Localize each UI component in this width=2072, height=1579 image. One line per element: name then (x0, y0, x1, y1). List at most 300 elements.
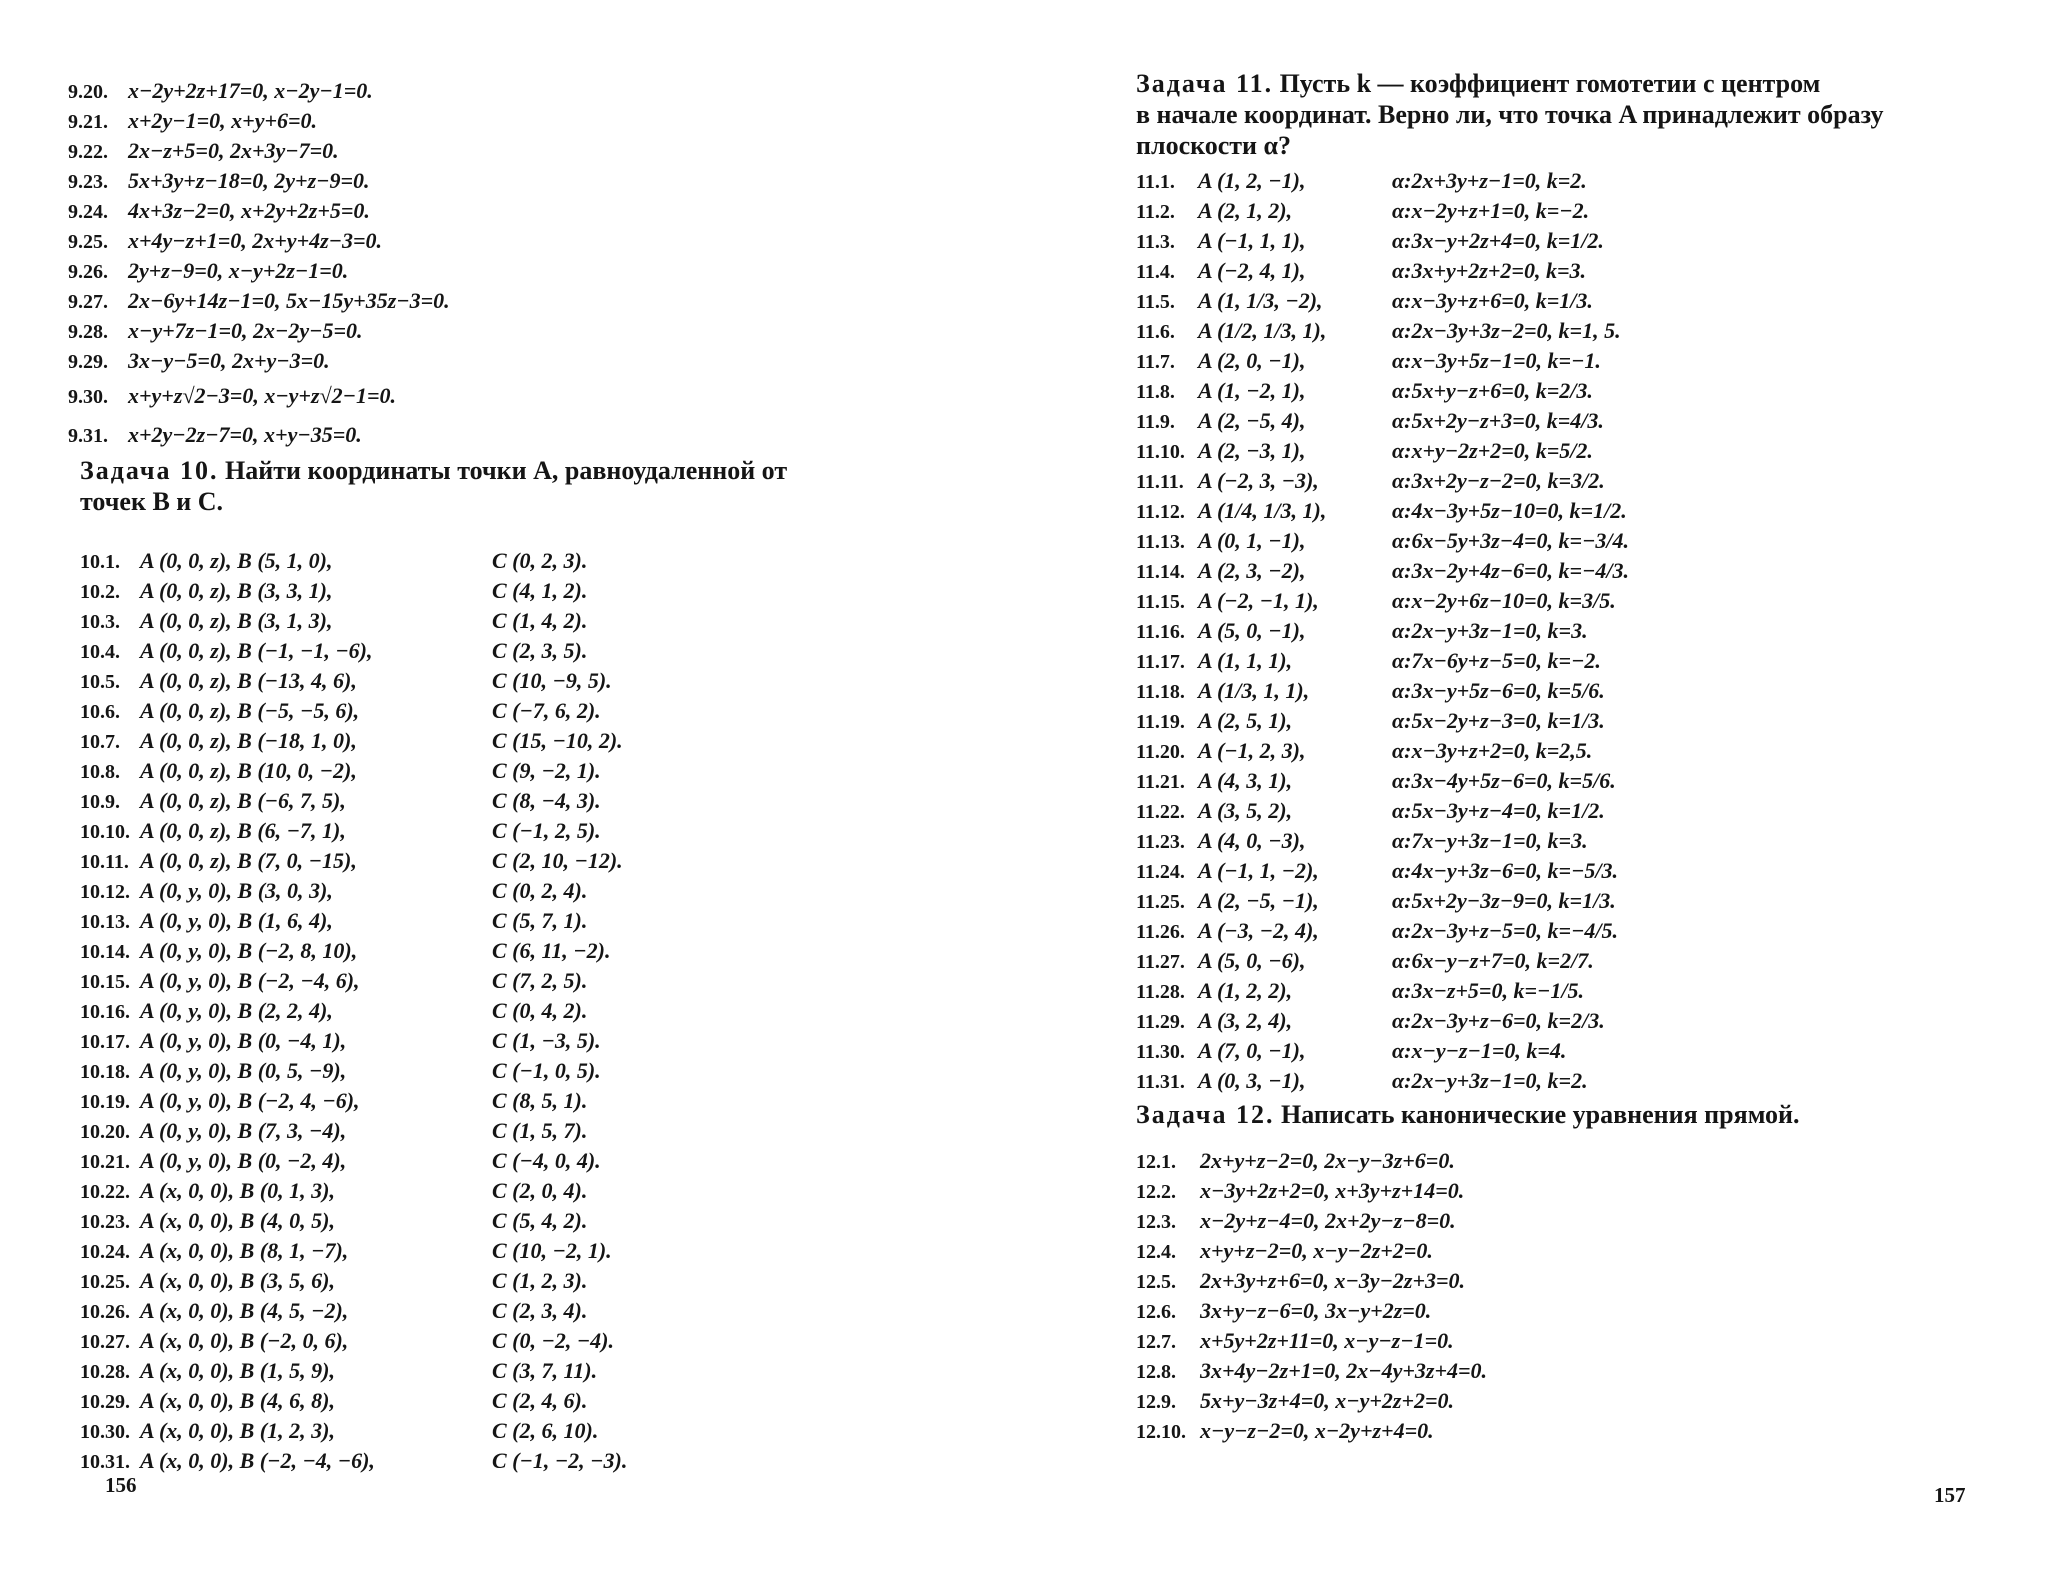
problem-item (80, 696, 601, 726)
problem-item (68, 256, 450, 286)
problem-number: 9.21. (68, 111, 108, 133)
problem-list-12 (1136, 1146, 1487, 1446)
point-c: C (−1, −2, −3). (492, 1448, 628, 1473)
point-c: C (−7, 6, 2). (492, 698, 601, 723)
problem-item (1136, 556, 1630, 586)
point-c: C (1, −3, 5). (492, 1028, 601, 1053)
problem-item (68, 376, 450, 415)
plane-and-coefficient: α:3x+y+2z+2=0, k=3. (1392, 258, 1587, 283)
problem-item (80, 846, 623, 876)
equation: 4x+3z−2=0, x+2y+2z+5=0. (128, 198, 370, 223)
problem-number: 10.11. (80, 851, 129, 873)
point-c: C (9, −2, 1). (492, 758, 601, 783)
problem-item (1136, 946, 1594, 976)
equation: x+2y−2z−7=0, x+y−35=0. (128, 422, 362, 447)
problem-number: 11.19. (1136, 711, 1185, 733)
point-a: A (3, 2, 4), (1198, 1008, 1293, 1033)
problem-number: 10.19. (80, 1091, 130, 1113)
problem-number: 11.5. (1136, 291, 1175, 313)
equation: x+y+z−2=0, x−y−2z+2=0. (1200, 1238, 1433, 1263)
points-a-b: A (x, 0, 0), B (−2, 0, 6), (140, 1328, 349, 1353)
problem-number: 11.6. (1136, 321, 1175, 343)
problem-number: 10.15. (80, 971, 130, 993)
problem-item (1136, 226, 1604, 256)
plane-and-coefficient: α:7x−6y+z−5=0, k=−2. (1392, 648, 1601, 673)
problem-number: 11.30. (1136, 1041, 1185, 1063)
problem-number: 10.12. (80, 881, 130, 903)
plane-and-coefficient: α:4x−3y+5z−10=0, k=1/2. (1392, 498, 1627, 523)
problem-item (68, 196, 450, 226)
problem-number: 10.29. (80, 1391, 130, 1413)
problem-number: 10.20. (80, 1121, 130, 1143)
problem-item (80, 816, 601, 846)
problem-number: 9.27. (68, 291, 108, 313)
problem-number: 10.7. (80, 731, 120, 753)
problem-item (80, 936, 611, 966)
problem-number: 10.30. (80, 1421, 130, 1443)
problem-item (68, 106, 450, 136)
problem-item (1136, 376, 1593, 406)
equation: x−2y+2z+17=0, x−2y−1=0. (128, 78, 373, 103)
problem-item (80, 546, 588, 576)
point-a: A (2, −5, 4), (1198, 408, 1306, 433)
problem-number: 9.20. (68, 81, 108, 103)
problem-number: 10.28. (80, 1361, 130, 1383)
point-c: C (15, −10, 2). (492, 728, 623, 753)
problem-item (1136, 286, 1593, 316)
problem-item (1136, 856, 1619, 886)
point-c: C (2, 3, 4). (492, 1298, 588, 1323)
point-c: C (0, 4, 2). (492, 998, 588, 1023)
plane-and-coefficient: α:x−2y+6z−10=0, k=3/5. (1392, 588, 1616, 613)
problem-item (80, 906, 588, 936)
plane-and-coefficient: α:3x+2y−z−2=0, k=3/2. (1392, 468, 1605, 493)
point-a: A (0, 1, −1), (1198, 528, 1306, 553)
point-c: C (0, 2, 3). (492, 548, 588, 573)
plane-and-coefficient: α:3x−z+5=0, k=−1/5. (1392, 978, 1584, 1003)
equation: 2x+3y+z+6=0, x−3y−2z+3=0. (1200, 1268, 1466, 1293)
plane-and-coefficient: α:x−y−z−1=0, k=4. (1392, 1038, 1567, 1063)
problem-number: 10.14. (80, 941, 130, 963)
plane-and-coefficient: α:5x+y−z+6=0, k=2/3. (1392, 378, 1593, 403)
point-a: A (−1, 2, 3), (1198, 738, 1306, 763)
points-a-b: A (x, 0, 0), B (3, 5, 6), (140, 1268, 335, 1293)
equation: 3x+y−z−6=0, 3x−y+2z=0. (1200, 1298, 1432, 1323)
equation: x−3y+2z+2=0, x+3y+z+14=0. (1200, 1178, 1465, 1203)
problem-item (80, 1446, 628, 1476)
point-c: C (5, 4, 2). (492, 1208, 588, 1233)
points-a-b: A (x, 0, 0), B (8, 1, −7), (140, 1238, 349, 1263)
points-a-b: A (0, y, 0), B (1, 6, 4), (140, 908, 333, 933)
problem-number: 9.23. (68, 171, 108, 193)
problem-item (80, 1146, 601, 1176)
task-12-heading (1136, 1099, 2036, 1130)
point-c: C (6, 11, −2). (492, 938, 611, 963)
problem-number: 10.27. (80, 1331, 130, 1353)
problem-item (1136, 1356, 1487, 1386)
problem-item (80, 1236, 612, 1266)
equation: 2x−6y+14z−1=0, 5x−15y+35z−3=0. (128, 288, 450, 313)
equation: x−2y+z−4=0, 2x+2y−z−8=0. (1200, 1208, 1456, 1233)
problem-item (68, 166, 450, 196)
problem-number: 11.15. (1136, 591, 1185, 613)
points-a-b: A (0, y, 0), B (3, 0, 3), (140, 878, 333, 903)
problem-item (1136, 676, 1605, 706)
problem-item (80, 1056, 601, 1086)
plane-and-coefficient: α:5x+2y−z+3=0, k=4/3. (1392, 408, 1604, 433)
point-a: A (1/2, 1/3, 1), (1198, 318, 1327, 343)
problem-number: 10.6. (80, 701, 120, 723)
problem-number: 9.29. (68, 351, 108, 373)
problem-number: 9.22. (68, 141, 108, 163)
points-a-b: A (x, 0, 0), B (1, 2, 3), (140, 1418, 335, 1443)
problem-item (1136, 1006, 1605, 1036)
point-a: A (−1, 1, 1), (1198, 228, 1306, 253)
point-c: C (4, 1, 2). (492, 578, 588, 603)
problem-item (68, 76, 450, 106)
points-a-b: A (0, y, 0), B (−2, 8, 10), (140, 938, 358, 963)
points-a-b: A (x, 0, 0), B (−2, −4, −6), (140, 1448, 375, 1473)
point-a: A (1, 1/3, −2), (1198, 288, 1323, 313)
point-c: C (−1, 2, 5). (492, 818, 601, 843)
problem-item (68, 415, 450, 454)
problem-number: 10.13. (80, 911, 130, 933)
point-a: A (−1, 1, −2), (1198, 858, 1319, 883)
point-a: A (1/3, 1, 1), (1198, 678, 1310, 703)
problem-item (80, 1356, 598, 1386)
problem-item (1136, 586, 1616, 616)
point-c: C (1, 5, 7). (492, 1118, 588, 1143)
problem-number: 11.20. (1136, 741, 1185, 763)
point-a: A (4, 3, 1), (1198, 768, 1293, 793)
problem-item (1136, 316, 1621, 346)
point-c: C (0, −2, −4). (492, 1328, 614, 1353)
plane-and-coefficient: α:7x−y+3z−1=0, k=3. (1392, 828, 1588, 853)
point-a: A (−3, −2, 4), (1198, 918, 1319, 943)
problem-number: 10.3. (80, 611, 120, 633)
plane-and-coefficient: α:2x−3y+z−5=0, k=−4/5. (1392, 918, 1619, 943)
task-text: Написать канонические уравнения прямой. (1281, 1100, 1800, 1129)
problem-number: 9.30. (68, 386, 108, 408)
equation: 2y+z−9=0, x−y+2z−1=0. (128, 258, 349, 283)
problem-item (1136, 706, 1605, 736)
point-a: A (−2, 3, −3), (1198, 468, 1319, 493)
problem-number: 12.6. (1136, 1301, 1176, 1323)
problem-item (1136, 1296, 1487, 1326)
points-a-b: A (0, 0, z), B (−13, 4, 6), (140, 668, 357, 693)
plane-and-coefficient: α:5x−3y+z−4=0, k=1/2. (1392, 798, 1605, 823)
problem-list-11 (1136, 166, 1630, 1096)
problem-number: 12.9. (1136, 1391, 1176, 1413)
problem-item (80, 1206, 588, 1236)
plane-and-coefficient: α:2x+3y+z−1=0, k=2. (1392, 168, 1587, 193)
problem-item (1136, 616, 1588, 646)
point-c: C (2, 0, 4). (492, 1178, 588, 1203)
problem-number: 12.5. (1136, 1271, 1176, 1293)
problem-number: 11.13. (1136, 531, 1185, 553)
plane-and-coefficient: α:6x−5y+3z−4=0, k=−3/4. (1392, 528, 1630, 553)
plane-and-coefficient: α:6x−y−z+7=0, k=2/7. (1392, 948, 1594, 973)
problem-number: 11.28. (1136, 981, 1185, 1003)
points-a-b: A (0, y, 0), B (0, −2, 4), (140, 1148, 347, 1173)
point-c: C (2, 4, 6). (492, 1388, 588, 1413)
points-a-b: A (0, 0, z), B (3, 3, 1), (140, 578, 333, 603)
problem-number: 10.22. (80, 1181, 130, 1203)
problem-item (80, 1176, 588, 1206)
point-a: A (−2, −1, 1), (1198, 588, 1319, 613)
problem-number: 10.24. (80, 1241, 130, 1263)
problem-number: 11.23. (1136, 831, 1185, 853)
plane-and-coefficient: α:3x−y+2z+4=0, k=1/2. (1392, 228, 1604, 253)
point-a: A (1, 2, −1), (1198, 168, 1306, 193)
problem-item (1136, 166, 1587, 196)
points-a-b: A (0, 0, z), B (−18, 1, 0), (140, 728, 357, 753)
points-a-b: A (0, 0, z), B (10, 0, −2), (140, 758, 357, 783)
point-c: C (0, 2, 4). (492, 878, 588, 903)
point-c: C (1, 4, 2). (492, 608, 588, 633)
points-a-b: A (0, 0, z), B (−1, −1, −6), (140, 638, 373, 663)
problem-number: 11.31. (1136, 1071, 1185, 1093)
problem-number: 12.10. (1136, 1421, 1186, 1443)
problem-number: 9.26. (68, 261, 108, 283)
problem-item (80, 966, 588, 996)
problem-item (80, 726, 623, 756)
problem-item (80, 666, 612, 696)
problem-item (1136, 796, 1605, 826)
plane-and-coefficient: α:x−3y+5z−1=0, k=−1. (1392, 348, 1601, 373)
equation: 3x+4y−2z+1=0, 2x−4y+3z+4=0. (1200, 1358, 1488, 1383)
problem-number: 10.17. (80, 1031, 130, 1053)
problem-item (68, 346, 450, 376)
problem-item (1136, 346, 1601, 376)
problem-number: 11.29. (1136, 1011, 1185, 1033)
equation: 5x+y−3z+4=0, x−y+2z+2=0. (1200, 1388, 1455, 1413)
problem-number: 10.16. (80, 1001, 130, 1023)
problem-item (80, 1266, 588, 1296)
problem-number: 10.25. (80, 1271, 130, 1293)
problem-number: 11.1. (1136, 171, 1175, 193)
problem-item (1136, 1146, 1487, 1176)
point-a: A (1, 1, 1), (1198, 648, 1293, 673)
problem-number: 11.27. (1136, 951, 1185, 973)
problem-number: 11.11. (1136, 471, 1184, 493)
task-label: Задача 10. (80, 456, 219, 485)
problem-number: 11.4. (1136, 261, 1175, 283)
equation: x+2y−1=0, x+y+6=0. (128, 108, 318, 133)
problem-item (68, 226, 450, 256)
point-c: C (8, −4, 3). (492, 788, 601, 813)
problem-item (80, 996, 588, 1026)
point-c: C (2, 3, 5). (492, 638, 588, 663)
problem-number: 10.9. (80, 791, 120, 813)
problem-number: 11.12. (1136, 501, 1185, 523)
task-text-continued: в начале координат. Верно ли, что точка A принадлежит образу (1136, 100, 1884, 129)
equation: 3x−y−5=0, 2x+y−3=0. (128, 348, 330, 373)
problem-number: 9.25. (68, 231, 108, 253)
problem-number: 12.1. (1136, 1151, 1176, 1173)
points-a-b: A (0, 0, z), B (6, −7, 1), (140, 818, 346, 843)
task-10-heading (80, 455, 980, 517)
problem-number: 11.22. (1136, 801, 1185, 823)
points-a-b: A (0, 0, z), B (−6, 7, 5), (140, 788, 346, 813)
point-a: A (7, 0, −1), (1198, 1038, 1306, 1063)
problem-item (80, 876, 588, 906)
plane-and-coefficient: α:3x−4y+5z−6=0, k=5/6. (1392, 768, 1616, 793)
problem-number: 11.8. (1136, 381, 1175, 403)
point-a: A (0, 3, −1), (1198, 1068, 1306, 1093)
problem-item (80, 636, 588, 666)
point-c: C (5, 7, 1). (492, 908, 588, 933)
equation: 5x+3y+z−18=0, 2y+z−9=0. (128, 168, 370, 193)
equation: 2x+y+z−2=0, 2x−y−3z+6=0. (1200, 1148, 1455, 1173)
plane-and-coefficient: α:4x−y+3z−6=0, k=−5/3. (1392, 858, 1619, 883)
plane-and-coefficient: α:5x−2y+z−3=0, k=1/3. (1392, 708, 1605, 733)
problem-number: 10.5. (80, 671, 120, 693)
problem-item (1136, 1206, 1487, 1236)
problem-item (1136, 886, 1616, 916)
points-a-b: A (x, 0, 0), B (0, 1, 3), (140, 1178, 335, 1203)
points-a-b: A (0, 0, z), B (5, 1, 0), (140, 548, 333, 573)
point-a: A (2, 3, −2), (1198, 558, 1306, 583)
problem-number: 11.17. (1136, 651, 1185, 673)
problem-number: 12.8. (1136, 1361, 1176, 1383)
task-label: Задача 11. (1136, 69, 1274, 98)
point-c: C (10, −2, 1). (492, 1238, 612, 1263)
problem-number: 11.2. (1136, 201, 1175, 223)
point-c: C (8, 5, 1). (492, 1088, 588, 1113)
right-page (1036, 0, 2072, 1579)
point-a: A (2, 5, 1), (1198, 708, 1293, 733)
problem-item (80, 786, 601, 816)
problem-number: 10.21. (80, 1151, 130, 1173)
task-text-continued-2: плоскости α? (1136, 131, 1292, 160)
point-a: A (3, 5, 2), (1198, 798, 1293, 823)
problem-number: 10.10. (80, 821, 130, 843)
problem-number: 12.2. (1136, 1181, 1176, 1203)
problem-item (1136, 496, 1627, 526)
problem-item (1136, 646, 1601, 676)
problem-number: 10.23. (80, 1211, 130, 1233)
task-11-heading (1136, 68, 2036, 161)
problem-number: 11.21. (1136, 771, 1185, 793)
problem-number: 10.31. (80, 1451, 130, 1473)
points-a-b: A (x, 0, 0), B (1, 5, 9), (140, 1358, 335, 1383)
plane-and-coefficient: α:3x−y+5z−6=0, k=5/6. (1392, 678, 1605, 703)
problem-item (1136, 436, 1593, 466)
problem-item (1136, 826, 1588, 856)
problem-item (1136, 406, 1604, 436)
problem-item (80, 1326, 614, 1356)
problem-item (1136, 736, 1593, 766)
plane-and-coefficient: α:x−2y+z+1=0, k=−2. (1392, 198, 1590, 223)
equation: x+4y−z+1=0, 2x+y+4z−3=0. (128, 228, 383, 253)
plane-and-coefficient: α:2x−y+3z−1=0, k=2. (1392, 1068, 1588, 1093)
problem-item (80, 756, 601, 786)
problem-number: 11.26. (1136, 921, 1185, 943)
task-text-continued: точек B и C. (80, 487, 224, 516)
problem-item (80, 1416, 599, 1446)
equation: x+5y+2z+11=0, x−y−z−1=0. (1200, 1328, 1454, 1353)
task-label: Задача 12. (1136, 1100, 1275, 1129)
points-a-b: A (0, 0, z), B (3, 1, 3), (140, 608, 333, 633)
task-text: Пусть k — коэффициент гомотетии с центром (1279, 69, 1821, 98)
points-a-b: A (0, y, 0), B (−2, 4, −6), (140, 1088, 360, 1113)
problem-item (68, 286, 450, 316)
equation: x−y−z−2=0, x−2y+z+4=0. (1200, 1418, 1434, 1443)
problem-number: 11.9. (1136, 411, 1175, 433)
problem-item (1136, 1386, 1487, 1416)
problem-number: 11.10. (1136, 441, 1185, 463)
problem-item (80, 576, 588, 606)
plane-and-coefficient: α:5x+2y−3z−9=0, k=1/3. (1392, 888, 1616, 913)
problem-number: 10.2. (80, 581, 120, 603)
point-a: A (2, 1, 2), (1198, 198, 1293, 223)
task-text: Найти координаты точки A, равноудаленной от (225, 456, 788, 485)
problem-item (1136, 256, 1587, 286)
plane-and-coefficient: α:x−3y+z+2=0, k=2,5. (1392, 738, 1593, 763)
points-a-b: A (0, y, 0), B (0, −4, 1), (140, 1028, 347, 1053)
problem-item (80, 1086, 588, 1116)
point-c: C (7, 2, 5). (492, 968, 588, 993)
problem-number: 10.4. (80, 641, 120, 663)
equation: 2x−z+5=0, 2x+3y−7=0. (128, 138, 339, 163)
plane-and-coefficient: α:x−3y+z+6=0, k=1/3. (1392, 288, 1593, 313)
problem-item (1136, 1036, 1567, 1066)
point-a: A (2, −3, 1), (1198, 438, 1306, 463)
point-a: A (1/4, 1/3, 1), (1198, 498, 1327, 523)
point-a: A (1, 2, 2), (1198, 978, 1293, 1003)
problem-item (80, 1116, 588, 1146)
problem-number: 9.28. (68, 321, 108, 343)
points-a-b: A (0, 0, z), B (−5, −5, 6), (140, 698, 360, 723)
problem-item (1136, 1066, 1588, 1096)
problem-item (68, 136, 450, 166)
points-a-b: A (0, y, 0), B (2, 2, 4), (140, 998, 333, 1023)
problem-number: 10.8. (80, 761, 120, 783)
page-number: 156 (105, 1473, 137, 1497)
problem-item (80, 1026, 601, 1056)
point-c: C (−4, 0, 4). (492, 1148, 601, 1173)
points-a-b: A (0, 0, z), B (7, 0, −15), (140, 848, 357, 873)
page-number: 157 (1934, 1483, 1966, 1507)
point-a: A (5, 0, −6), (1198, 948, 1306, 973)
point-c: C (1, 2, 3). (492, 1268, 588, 1293)
problem-number: 10.26. (80, 1301, 130, 1323)
points-a-b: A (x, 0, 0), B (4, 5, −2), (140, 1298, 349, 1323)
equation: x+y+z√2−3=0, x−y+z√2−1=0. (128, 383, 396, 408)
problem-number: 11.18. (1136, 681, 1185, 703)
point-c: C (−1, 0, 5). (492, 1058, 601, 1083)
problem-number: 11.16. (1136, 621, 1185, 643)
point-a: A (5, 0, −1), (1198, 618, 1306, 643)
problem-item (1136, 1266, 1487, 1296)
point-a: A (2, −5, −1), (1198, 888, 1319, 913)
problem-number: 10.1. (80, 551, 120, 573)
problem-number: 11.24. (1136, 861, 1185, 883)
problem-number: 12.3. (1136, 1211, 1176, 1233)
problem-item (80, 606, 588, 636)
problem-item (80, 1386, 588, 1416)
points-a-b: A (0, y, 0), B (0, 5, −9), (140, 1058, 347, 1083)
point-c: C (2, 6, 10). (492, 1418, 599, 1443)
problem-number: 9.24. (68, 201, 108, 223)
point-a: A (2, 0, −1), (1198, 348, 1306, 373)
problem-item (1136, 976, 1584, 1006)
problem-number: 11.14. (1136, 561, 1185, 583)
problem-item (1136, 1416, 1487, 1446)
plane-and-coefficient: α:3x−2y+4z−6=0, k=−4/3. (1392, 558, 1630, 583)
point-c: C (3, 7, 11). (492, 1358, 598, 1383)
